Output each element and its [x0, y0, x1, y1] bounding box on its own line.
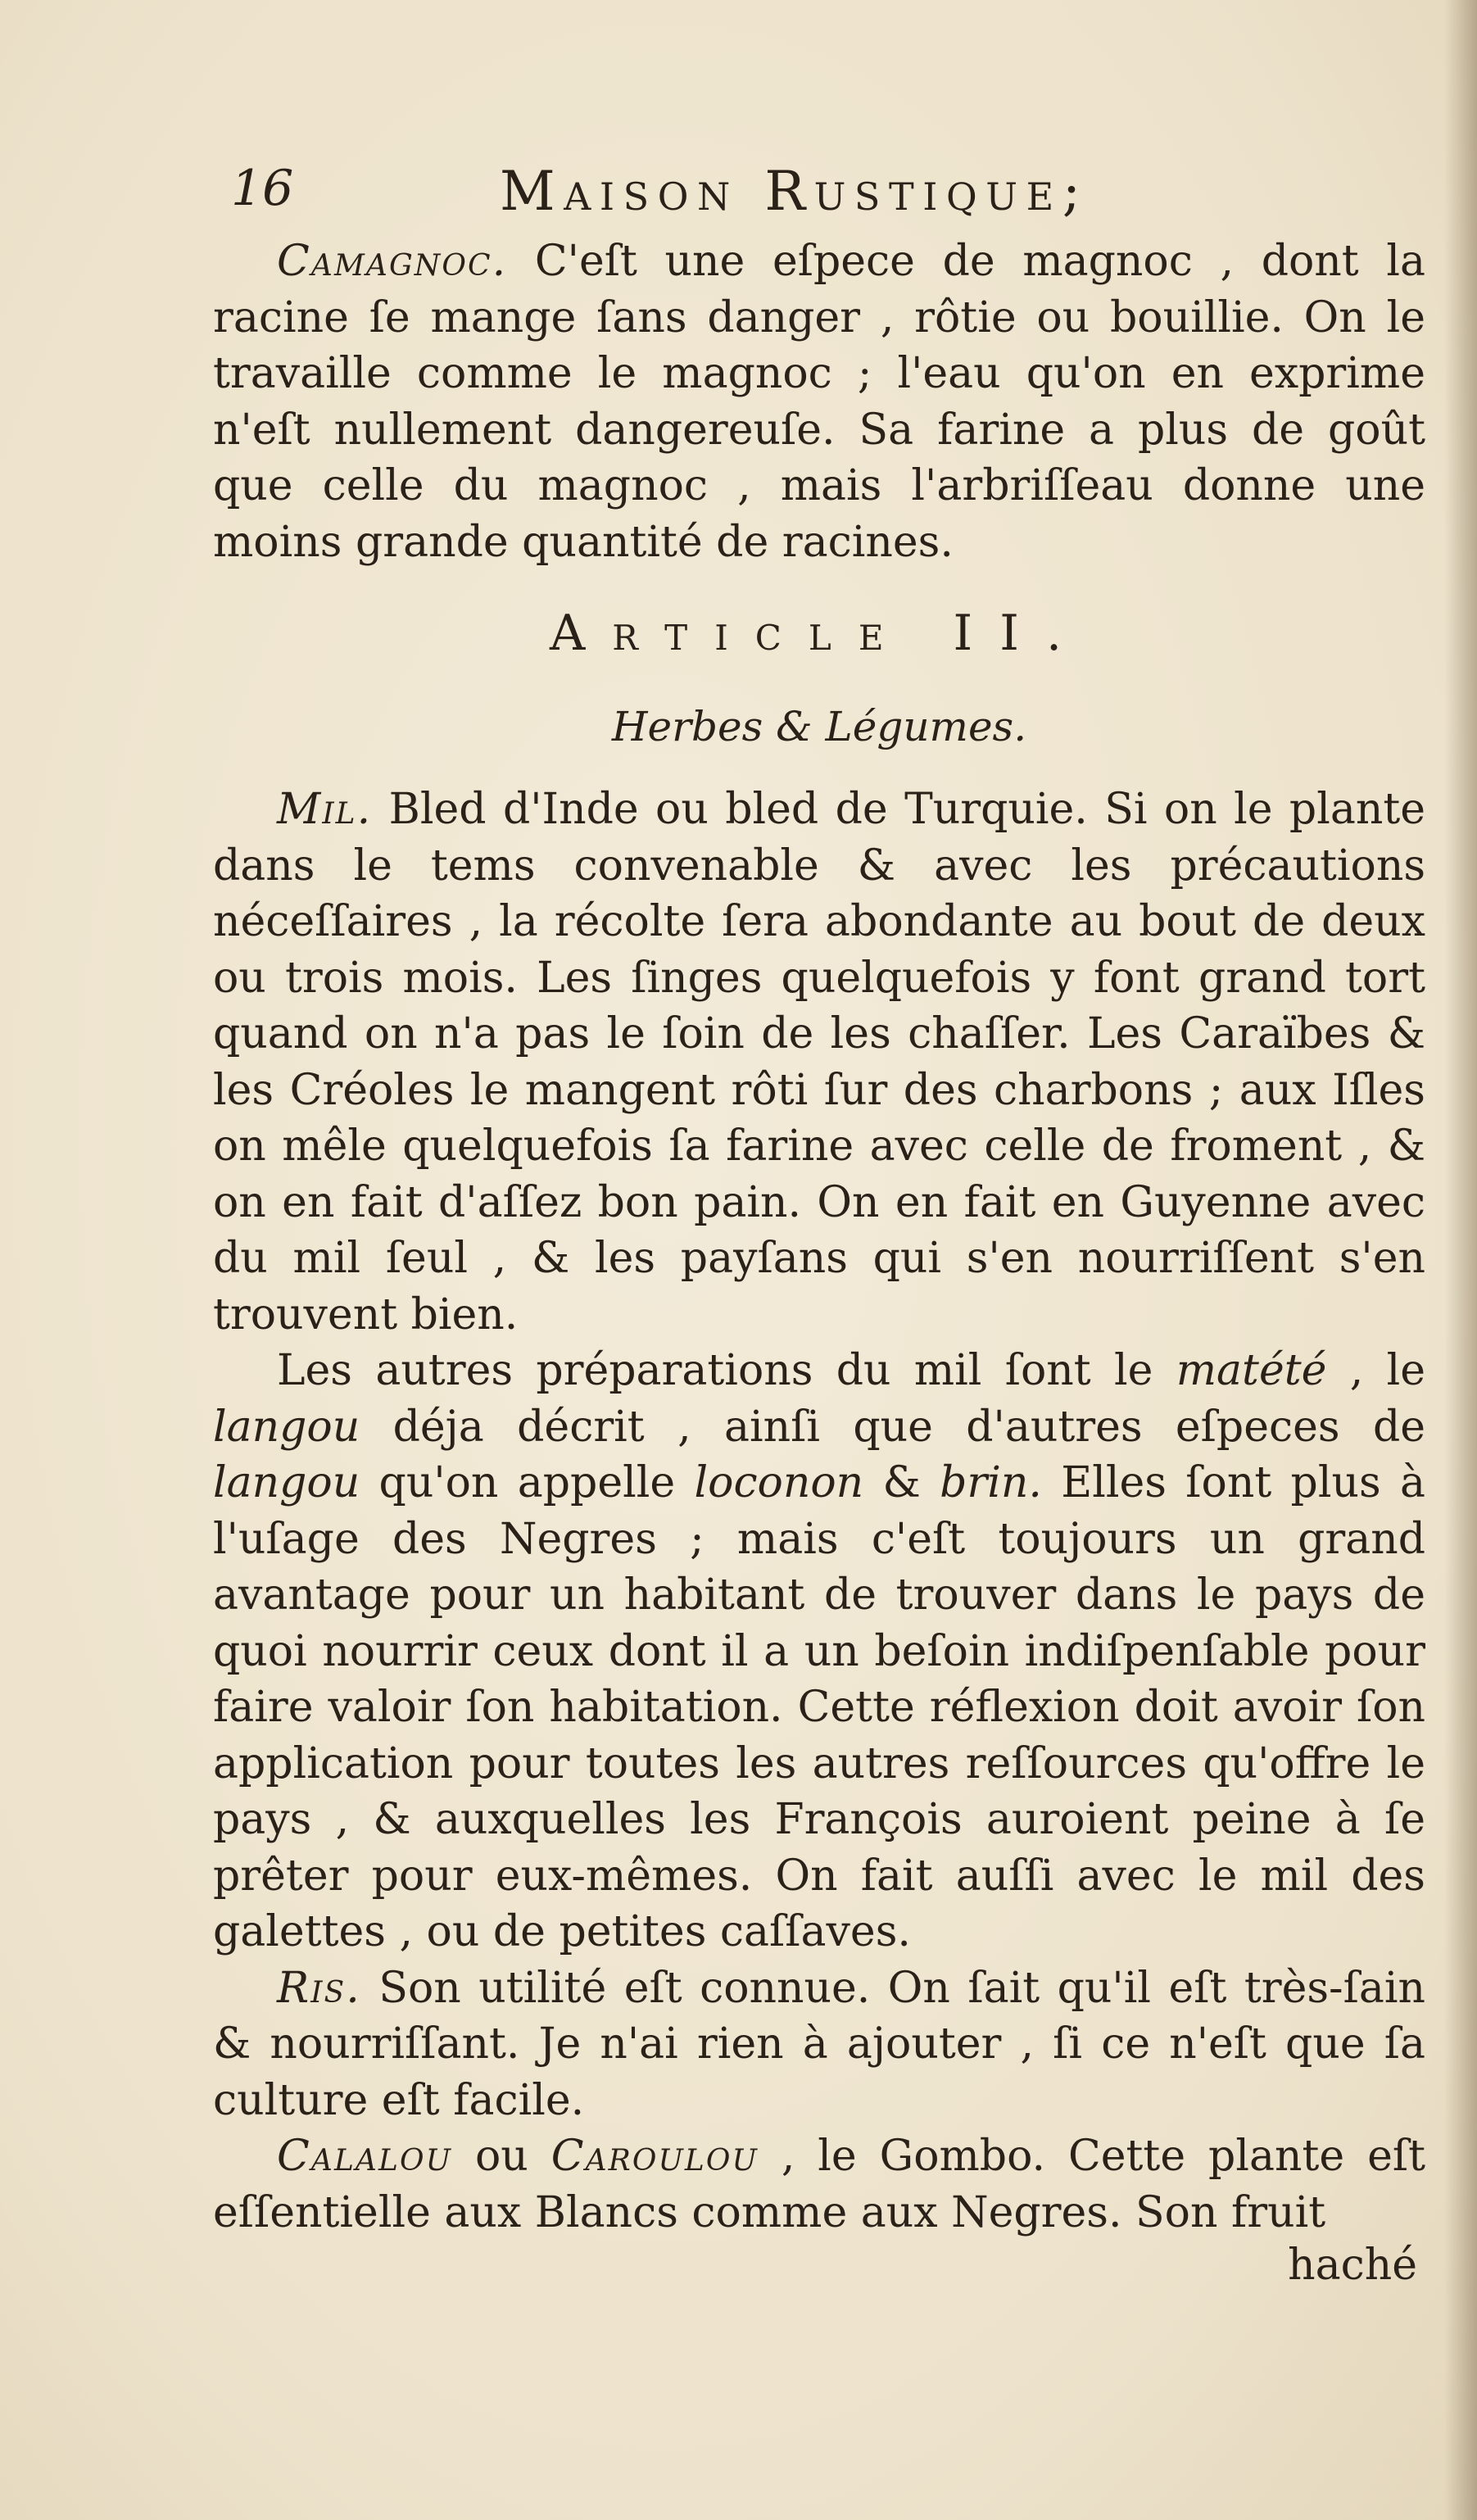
paragraph-ris	[213, 1960, 1425, 2129]
article-title: Article II.	[549, 605, 1090, 662]
entry-text: , le Gombo. Cette plante eſt eſſentielle aux Blancs comme aux Negres. Son fruit	[213, 2132, 1425, 2237]
running-title: Maison Rustique;	[500, 160, 1090, 223]
entry-term: Mil.	[277, 785, 373, 834]
italic-term: langou	[213, 1402, 360, 1452]
text-run: déja décrit , ainſi que d'autres eſpeces de	[360, 1402, 1425, 1452]
text-run: ou	[452, 2132, 551, 2181]
italic-term: matété	[1176, 1346, 1327, 1395]
italic-term: langou	[213, 1458, 360, 1507]
section-title: Herbes & Légumes.	[611, 703, 1027, 750]
text-run: &	[863, 1458, 940, 1507]
text-run: qu'on appelle	[360, 1458, 695, 1507]
paragraph-mil	[213, 782, 1425, 1343]
entry-term: Ris.	[277, 1963, 361, 2013]
entry-term: Camagnoc.	[277, 237, 508, 286]
entry-term: Caroulou	[550, 2132, 759, 2181]
entry-text: Son utilité eſt connue. On ſait qu'il eſt très-ſain & nourriſſant. Je n'ai rien à ajouter , ſi ce n'eſt que ſa culture eſt facile.	[213, 1963, 1425, 2125]
page-header	[213, 160, 1425, 233]
text-block	[213, 160, 1425, 2290]
paragraph-calalou	[213, 2128, 1425, 2241]
paragraph-camagnoc	[213, 233, 1425, 570]
page-number: 16	[231, 160, 294, 217]
text-run: Les autres préparations du mil ſont le	[277, 1346, 1176, 1395]
entry-text: C'eſt une eſpece de magnoc , dont la racine ſe mange ſans danger , rôtie ou bouillie. On le travaille comme le magnoc ; l'eau qu'on en exprime n'eſt nullement dangereuſe. Sa farine a plus de goût que celle du magnoc , mais l'arbriſſeau donne une moins grande quantité de racines.	[213, 237, 1425, 567]
page-edge-shadow	[1444, 0, 1477, 2520]
entry-term: Calalou	[277, 2132, 453, 2181]
catch-word: haché	[1288, 2241, 1417, 2290]
entry-text: Bled d'Inde ou bled de Turquie. Si on le plante dans le tems convenable & avec les précautions néceſſaires , la récolte ſera abondante au bout de deux ou trois mois. Les ſinges quelquefois y font grand tort quand on n'a pas le ſoin de les chaſſer. Les Caraïbes & les Créoles le mangent rôti ſur des charbons ; aux Iſles on mêle quelquefois ſa farine avec celle de froment , & on en fait d'aſſez bon pain. On en fait en Guyenne avec du mil ſeul , & les payſans qui s'en nourriſſent s'en trouvent bien.	[213, 785, 1425, 1339]
text-run: Elles ſont plus à l'uſage des Negres ; mais c'eſt toujours un grand avantage pour un habitant de trouver dans le pays de quoi nourrir ceux dont il a un beſoin indiſpenſable pour faire valoir ſon habitation. Cette réflexion doit avoir ſon application pour toutes les autres reſſources qu'offre le pays , & auxquelles les François auroient peine à ſe prêter pour eux-mêmes. On fait auſſi avec le mil des galettes , ou de petites caſſaves.	[213, 1458, 1425, 1956]
italic-term: loconon	[694, 1458, 864, 1507]
paragraph-mil-preparations	[213, 1343, 1425, 1960]
text-run: , le	[1326, 1346, 1425, 1395]
italic-term: brin.	[940, 1458, 1042, 1507]
